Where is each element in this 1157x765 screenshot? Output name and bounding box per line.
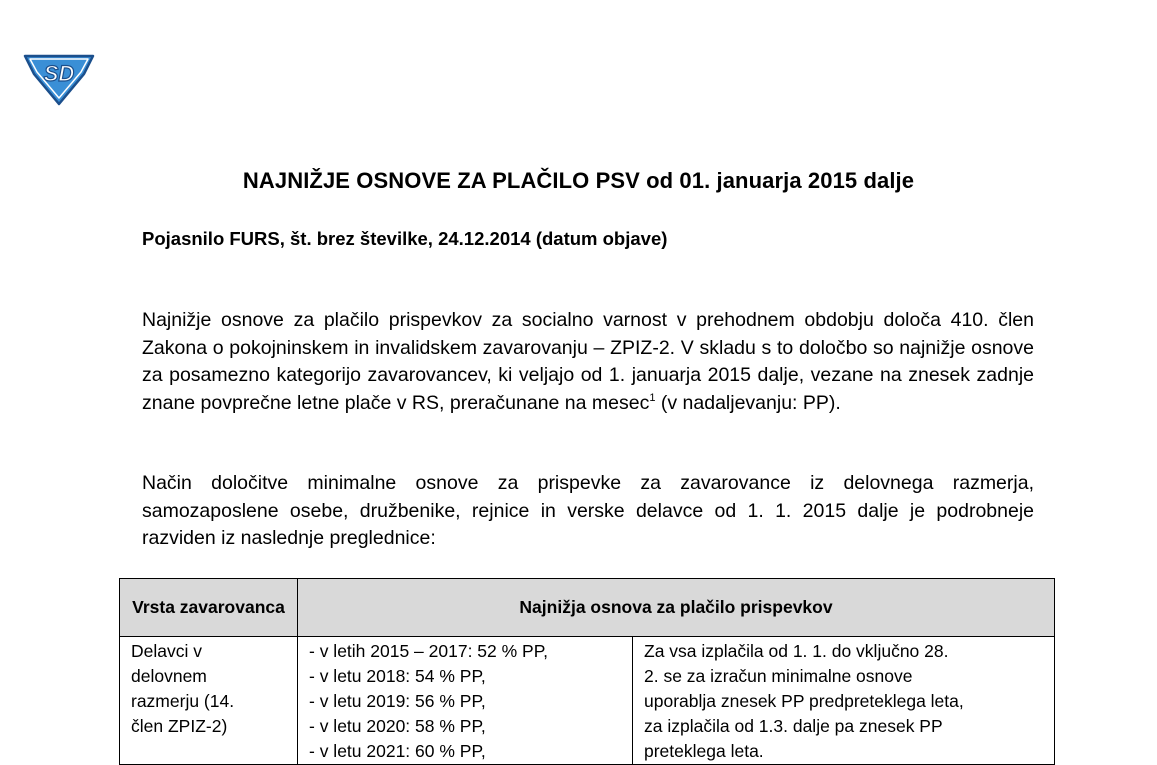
cell-line: delovnem <box>131 666 207 686</box>
document-title: NAJNIŽJE OSNOVE ZA PLAČILO PSV od 01. januarja 2015 dalje <box>242 168 915 193</box>
cell-line: - v letu 2020: 58 % PP, <box>309 716 486 736</box>
intro-paragraph <box>142 307 1034 417</box>
method-paragraph: Način določitve minimalne osnove za prispevke za zavarovance iz delovnega razmerja, samozaposlene osebe, družbenike, rejnice in verske delavce od 1. 1. 2015 dalje je podrobneje razviden iz naslednje preglednice: <box>142 472 1034 549</box>
logo-text: SD <box>43 61 75 86</box>
cell-line: - v letu 2019: 56 % PP, <box>309 691 486 711</box>
intro-paragraph-text: Najnižje osnove za plačilo prispevkov za socialno varnost v prehodnem obdobju določa 410. člen Zakona o pokojninskem in invalidskem zavarovanju – ZPIZ-2. V skladu s to določbo so najnižje osnove za posamezno kategorijo zavarovancev, ki veljajo od 1. januarja 2015 dalje, vezane na znesek zadnje znane povprečne letne plače v RS, preračunane na mesec <box>142 309 1034 414</box>
cell-line: - v letih 2015 – 2017: 52 % PP, <box>309 641 549 661</box>
cell-yearly-percentages <box>298 637 633 765</box>
cell-payment-rules <box>633 637 1055 765</box>
table-row <box>120 637 1055 765</box>
cell-line: za izplačila od 1.3. dalje pa znesek PP <box>644 716 943 736</box>
table-header-row <box>120 579 1055 637</box>
cell-line: Delavci v <box>131 641 202 661</box>
cell-insured-type <box>120 637 298 765</box>
cell-line: člen ZPIZ-2) <box>131 716 228 736</box>
cell-line: 2. se za izračun minimalne osnove <box>644 666 913 686</box>
intro-paragraph-tail: (v nadaljevanju: PP). <box>655 391 841 414</box>
cell-line: razmerju (14. <box>131 691 235 711</box>
cell-line: - v letu 2021: 60 % PP, <box>309 741 486 761</box>
contribution-base-table <box>119 578 1055 765</box>
footnote-marker[interactable]: 1 <box>649 391 656 404</box>
cell-line: - v letu 2018: 54 % PP, <box>309 666 486 686</box>
header-minimum-base: Najnižja osnova za plačilo prispevkov <box>298 579 1055 637</box>
sd-logo <box>22 50 96 106</box>
document-subtitle: Pojasnilo FURS, št. brez številke, 24.12.2014 (datum objave) <box>142 228 668 249</box>
cell-line: preteklega leta. <box>644 741 764 761</box>
header-insured-type: Vrsta zavarovanca <box>120 579 298 637</box>
cell-line: Za vsa izplačila od 1. 1. do vključno 28. <box>644 641 949 661</box>
cell-line: uporablja znesek PP predpreteklega leta, <box>644 691 964 711</box>
